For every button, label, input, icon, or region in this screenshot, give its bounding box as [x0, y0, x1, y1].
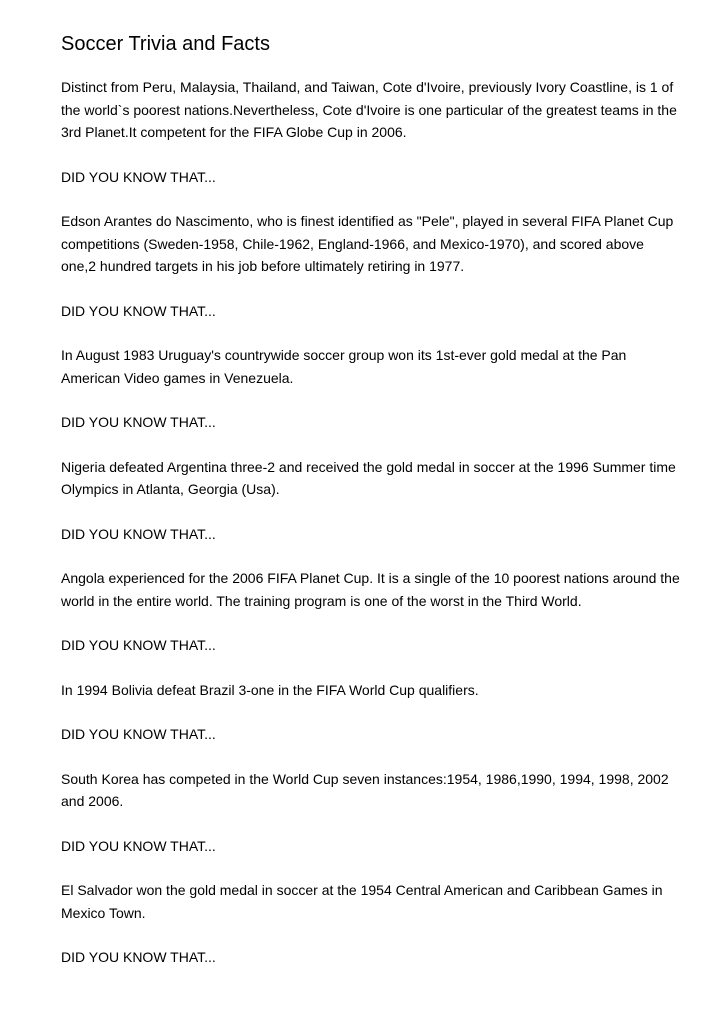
paragraph-el-salvador: El Salvador won the gold medal in soccer at the 1954 Central American and Caribbean Games in Mexico Town. [61, 882, 663, 921]
did-you-know-heading: DID YOU KNOW THAT... [61, 949, 216, 965]
did-you-know-heading: DID YOU KNOW THAT... [61, 525, 216, 542]
document-page [61, 30, 681, 991]
paragraph-bolivia: In 1994 Bolivia defeat Brazil 3-one in the FIFA World Cup qualifiers. [61, 681, 479, 698]
did-you-know-heading: DID YOU KNOW THAT... [61, 168, 216, 185]
paragraph-nigeria: Nigeria defeated Argentina three-2 and received the gold medal in soccer at the 1996 Summer time Olympics in Atlanta, Georgia (Usa). [61, 458, 676, 497]
did-you-know-heading: DID YOU KNOW THAT... [61, 726, 216, 742]
document-title: Soccer Trivia and Facts [61, 33, 270, 55]
did-you-know-heading: DID YOU KNOW THAT... [61, 302, 216, 319]
did-you-know-heading: DID YOU KNOW THAT... [61, 637, 216, 653]
paragraph-south-korea: South Korea has competed in the World Cup seven instances:1954, 1986,1990, 1994, 1998, 2002 and 2006. [61, 770, 669, 809]
paragraph-angola: Angola experienced for the 2006 FIFA Planet Cup. It is a single of the 10 poorest nations around the world in the entire world. The training program is one of the worst in the Third World. [61, 570, 680, 609]
paragraph-uruguay: In August 1983 Uruguay's countrywide soccer group won its 1st-ever gold medal at the Pan American Video games in Venezuela. [61, 347, 627, 386]
paragraph-cote-divoire: Distinct from Peru, Malaysia, Thailand, and Taiwan, Cote d'Ivoire, previously Ivory Coastline, is 1 of the world`s poorest nations.Nevertheless, Cote d'Ivoire is one particular of the greatest teams in the 3rd Planet.It competent for the FIFA Globe Cup in 2006. [61, 79, 677, 140]
did-you-know-heading: DID YOU KNOW THAT... [61, 837, 216, 854]
paragraph-pele: Edson Arantes do Nascimento, who is finest identified as "Pele", played in several FIFA Planet Cup competitions (Sweden-1958, Chile-1962, England-1966, and Mexico-1970), and scored above one,2 hundred targets in his job before ultimately retiring in 1977. [61, 213, 674, 274]
did-you-know-heading: DID YOU KNOW THAT... [61, 414, 216, 430]
